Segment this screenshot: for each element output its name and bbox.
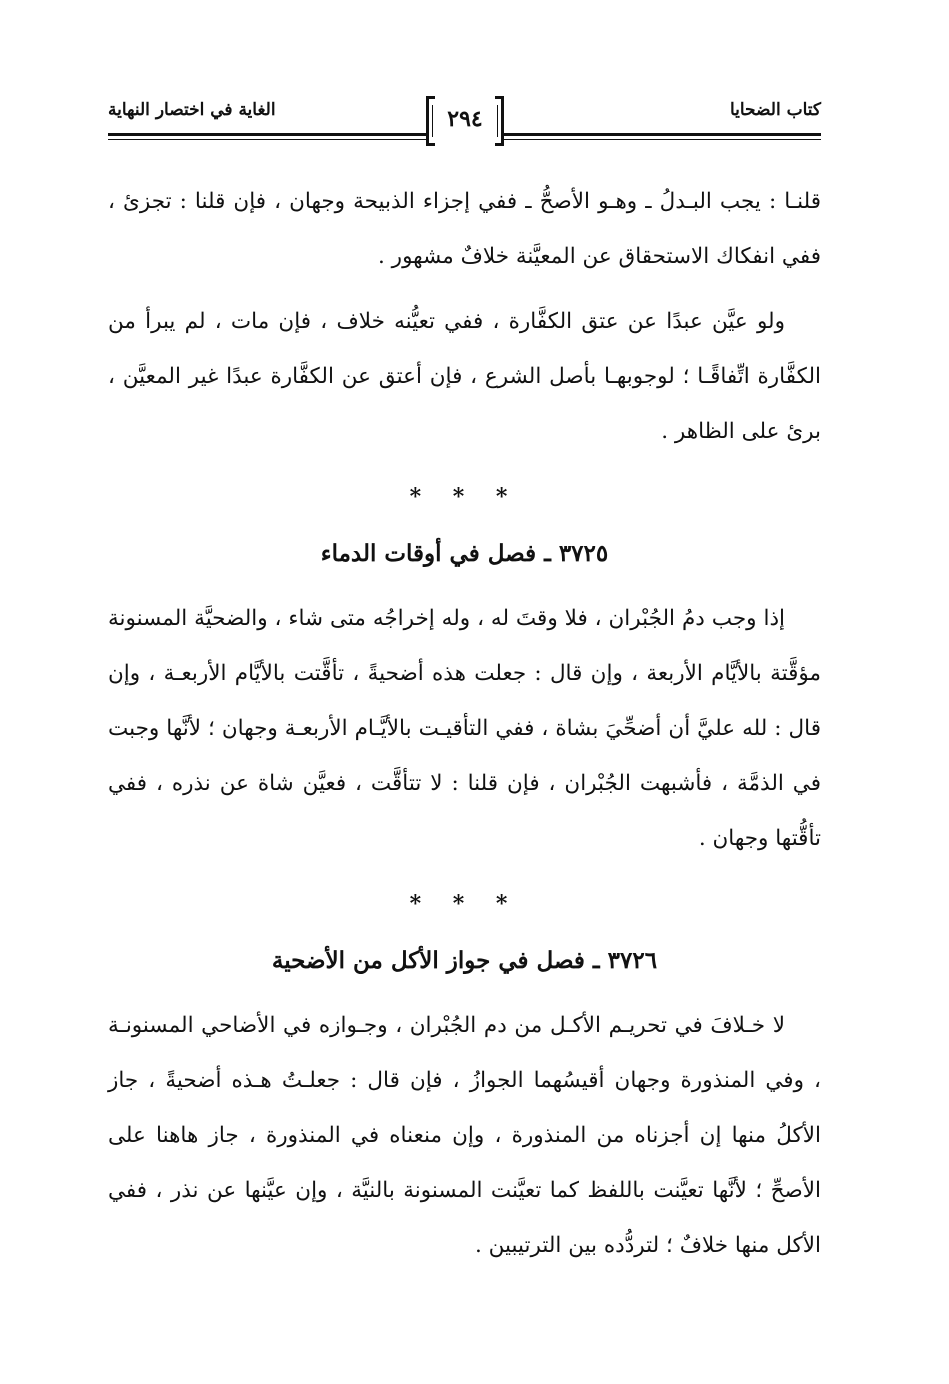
book-title: الغاية في اختصار النهاية — [108, 100, 276, 120]
section-separator: * * * — [409, 484, 520, 510]
page-number: ٢٩٤ — [447, 106, 483, 132]
paragraph-gap — [108, 284, 821, 294]
page-number-bracket-right — [495, 96, 504, 146]
page-body — [108, 174, 821, 1273]
section-paragraph-3726: لا خـلافَ في تحريـم الأكـل من دم الجُبْران ، وجـوازه في الأضاحي المسنونـة ، وفي المنذورة وجهان أقيسُهما الجوازُ ، فإن قال : جعلـتُ هـذه أضحيةً ، جاز الأكلُ منها إن أجزناه من المنذورة ، وإن منعناه في المنذورة ، جاز هاهنا على الأصحِّ ؛ لأنَّها تعيَّنت باللفظ كما تعيَّنت المسنونة بالنيَّة ، وإن عيَّنها عن نذر ، ففي الأكل منها خلافٌ ؛ لتردُّده بين الترتيبين . — [108, 1013, 821, 1258]
section-separator: * * * — [409, 891, 520, 917]
paragraph-continuation: قلنـا : يجب البـدلُ ـ وهـو الأصحُّ ـ ففي إجزاء الذبيحة وجهان ، فإن قلنا : تجزئ ، ففي انفكاك الاستحقاق عن المعيَّنة خلافٌ مشهور . — [108, 189, 821, 269]
chapter-title: كتاب الضحايا — [729, 100, 821, 120]
section-heading-3725: ٣٧٢٥ ـ فصل في أوقات الدماء — [320, 540, 609, 567]
page-number-bracket-left — [426, 96, 435, 146]
section-paragraph-3725: إذا وجب دمُ الجُبْران ، فلا وقتَ له ، وله إخراجُه متى شاء ، والضحيَّة المسنونة مؤقَّتة بالأيَّام الأربعة ، وإن قال : جعلت هذه أضحيةً ، تأقَّتت بالأيَّام الأربعـة ، وإن قال : لله عليَّ أن أضحِّيَ بشاة ، ففي التأقيـت بالأيَّـام الأربعـة وجهان ؛ لأنَّها وجبت في الذمَّة ، فأشبهت الجُبْران ، فإن قلنا : لا تتأقَّت ، فعيَّن شاة عن نذره ، ففي تأقُّتها وجهان . — [108, 606, 821, 851]
section-heading-3726: ٣٧٢٦ ـ فصل في جواز الأكل من الأضحية — [271, 947, 658, 974]
running-header — [108, 96, 821, 152]
page-number-frame — [426, 96, 504, 146]
paragraph-manumission: ولو عيَّن عبدًا عن عتق الكفَّارة ، ففي تعيُّنه خلاف ، فإن مات ، لم يبرأ من الكفَّارة اتِّفاقًـا ؛ لوجوبهـا بأصل الشرع ، فإن أعتق عن الكفَّارة عبدًا غير المعيَّن ، برئ على الظاهر . — [108, 309, 821, 444]
